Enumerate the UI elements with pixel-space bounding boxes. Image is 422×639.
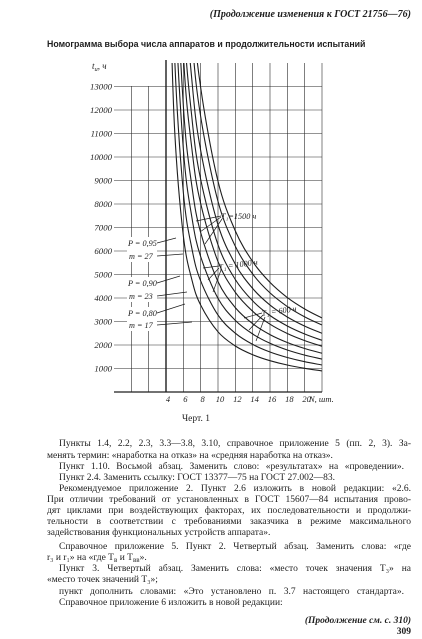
curve-8: [170, 0, 322, 365]
body-line: тельности в соответствии с требованиями заказчика в режиме максимального: [47, 517, 411, 527]
y-tick-label: 9000: [94, 175, 112, 186]
y-tick-label: 12000: [90, 105, 112, 115]
annotation-p-095: P = 0,95: [128, 239, 157, 248]
x-tick-label: 8: [200, 394, 205, 404]
y-tick-label: 1000: [94, 363, 112, 374]
body-line: менять термин: «наработка на отказ» на «средняя наработка на отказ».: [47, 451, 333, 461]
annotation-m-27: m = 27: [129, 252, 153, 261]
y-tick-label: 13000: [90, 81, 112, 92]
body-text: и T: [117, 553, 133, 563]
y-tick-label: 4000: [94, 293, 112, 303]
nomogram-title: Номограмма выбора числа аппаратов и продолжительности испытаний: [47, 39, 366, 49]
body-line: дят циклами при воздействующих факторах, их последовательности и продолжи-: [47, 506, 411, 516]
x-tick-label: 14: [250, 394, 259, 404]
leader-line: [157, 292, 187, 296]
x-tick-label: 10: [215, 394, 225, 404]
annotation-t-1000: T₁ = 1000 ч: [218, 257, 259, 272]
body-line: Рекомендуемое приложение 2. Пункт 2.6 изложить в новой редакции: «2.6.: [59, 484, 411, 494]
running-header: (Продолжение изменения к ГОСТ 21756—76): [209, 9, 411, 20]
leader-line: [157, 304, 185, 313]
annotation-t-600: T₁ = 600 ч: [261, 304, 298, 318]
annotations: [127, 212, 297, 331]
leader-line: [157, 322, 192, 325]
body-text: r₃ и r₁» на «где T: [47, 553, 114, 563]
figure-caption: Черт. 1: [182, 414, 210, 424]
body-line: При отличии требований от установленных в ГОСТ 15607—84 испытания прово-: [47, 495, 411, 505]
annotation-t-1500: T₁=1500 ч: [221, 212, 257, 221]
body-text: ».: [139, 553, 147, 563]
leader-line: [157, 254, 183, 256]
subscript: вв: [132, 556, 140, 564]
chart-grid: [114, 63, 322, 392]
leader-line: [196, 216, 221, 221]
body-line: Справочное приложение 6 изложить в новой редакции:: [59, 598, 283, 608]
body-line: Пункт 2.4. Заменить ссылку: ГОСТ 13377—75 на ГОСТ 27.002—83.: [59, 473, 336, 483]
body-line: [47, 553, 147, 564]
body-line: Пункты 1.4, 2.2, 2.3, 3.3—3.8, 3.10, справочное приложение 5 (пп. 2, 3). За-: [59, 439, 411, 449]
x-axis-label: N, шт.: [309, 394, 334, 404]
y-tick-label: 7000: [94, 222, 112, 233]
body-line: «место точек значений T₃»;: [47, 575, 158, 585]
y-tick-label: 8000: [94, 199, 112, 209]
x-tick-label: 18: [285, 394, 294, 404]
leader-line: [157, 276, 180, 283]
curve-4: [170, 0, 322, 340]
curve-6: [170, 0, 322, 353]
y-axis-label: $t_и$, ч: [92, 61, 107, 73]
y-tick-label: 5000: [94, 269, 112, 280]
annotation-m-23: m = 23: [129, 292, 153, 301]
body-line: Пункт 3. Четвертый абзац. Заменить слова: «место точек значения T₃» на: [59, 564, 411, 574]
x-tick-label: 4: [165, 394, 171, 404]
page-number: 309: [396, 627, 411, 637]
body-line: пункт дополнить словами: «Это установлено п. 3.7 настоящего стандарта».: [59, 587, 404, 597]
subscript: в: [114, 556, 118, 564]
y-tick-label: 3000: [94, 316, 112, 327]
y-tick-label: 10000: [90, 152, 112, 162]
x-tick-label: 12: [233, 394, 242, 404]
curve-family: [170, 0, 322, 371]
annotation-m-17: m = 17: [129, 321, 153, 330]
body-line: задействования функциональных устройств аппарата».: [47, 528, 271, 538]
x-tick-label: 6: [183, 394, 188, 404]
annotation-p-080: P = 0,80: [128, 309, 157, 318]
y-tick-label: 11000: [90, 128, 112, 139]
x-tick-label: 20: [302, 394, 311, 404]
body-line: Справочное приложение 5. Пункт 2. Четвертый абзац. Заменить слова: «где: [59, 542, 411, 552]
curve-9: [170, 1, 322, 371]
x-tick-label: 16: [267, 394, 277, 404]
annotation-p-090: P = 0,90: [128, 279, 157, 288]
y-tick-label: 6000: [94, 246, 112, 256]
body-line: Пункт 1.10. Восьмой абзац. Заменить слово: «результатах» на «проведении».: [59, 462, 404, 472]
continuation-note: (Продолжение см. с. 310): [304, 616, 411, 626]
y-tick-label: 2000: [94, 340, 112, 350]
